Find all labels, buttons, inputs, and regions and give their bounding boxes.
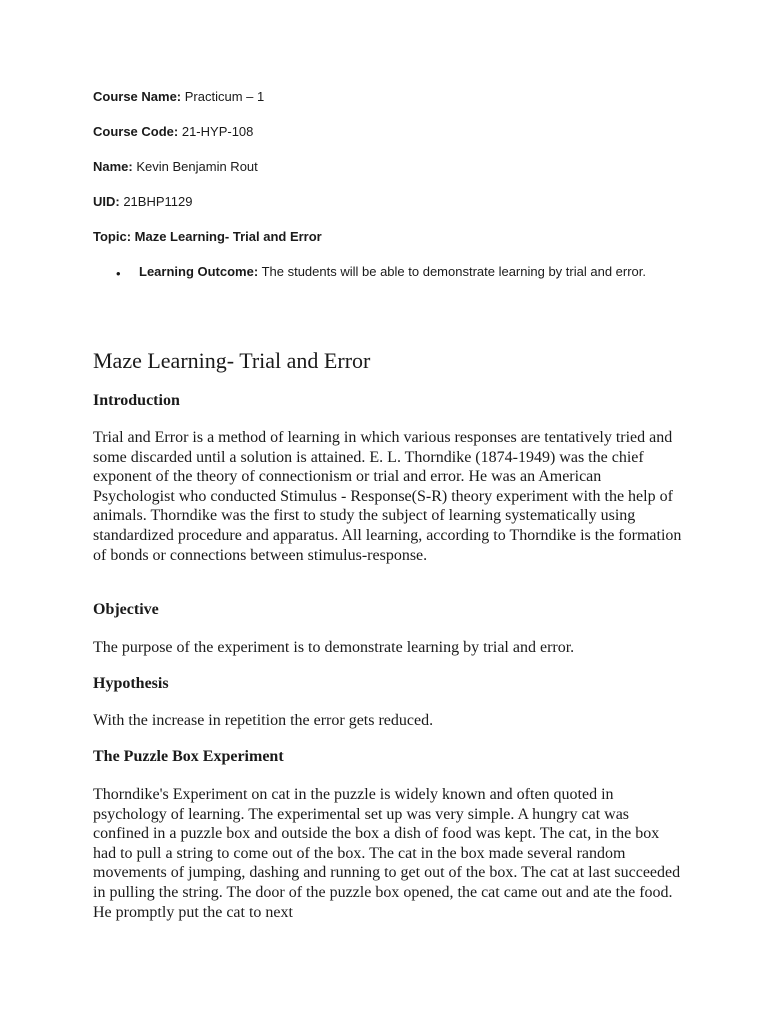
hypothesis-heading: Hypothesis: [93, 675, 169, 692]
learning-outcome-body: The students will be able to demonstrate learning by trial and error.: [258, 264, 646, 279]
introduction-paragraph: Trial and Error is a method of learning in which various responses are tentatively tried and some discarded until a solution is attained. E. L. Thorndike (1874-1949) was the chief exponent of the theory of connectionism or trial and error. He was an American Psychologist who conducted Stimulus - Response(S-R) theory experiment with the help of animals. Thorndike was the first to study the subject of learning systematically using standardized procedure and apparatus. All learning, according to Thorndike is the formation of bonds or connections between stimulus-response.: [93, 429, 682, 564]
course-name-value: Practicum – 1: [181, 89, 265, 104]
course-code-label: Course Code:: [93, 124, 179, 139]
student-name-line: [93, 159, 258, 175]
student-name-label: Name:: [93, 159, 133, 174]
objective-heading: Objective: [93, 601, 159, 618]
objective-paragraph: The purpose of the experiment is to demonstrate learning by trial and error.: [93, 639, 575, 656]
uid-value: 21BHP1129: [119, 194, 193, 209]
learning-outcome-label: Learning Outcome:: [139, 264, 259, 279]
topic-text: Topic: Maze Learning- Trial and Error: [93, 229, 322, 244]
puzzle-box-heading: The Puzzle Box Experiment: [93, 748, 284, 765]
uid-label: UID:: [93, 194, 120, 209]
course-name-line: [93, 89, 264, 105]
course-code-value: 21-HYP-108: [178, 124, 254, 139]
student-name-value: Kevin Benjamin Rout: [132, 159, 258, 174]
puzzle-box-paragraph: Thorndike's Experiment on cat in the puzzle is widely known and often quoted in psychology of learning. The experimental set up was very simple. A hungry cat was confined in a puzzle box and outside the box a dish of food was kept. The cat, in the box had to pull a string to come out of the box. The cat in the box made several random movements of jumping, dashing and running to get out of the box. The cat at last succeeded in pulling the string. The door of the puzzle box opened, the cat came out and ate the food. He promptly put the cat to next: [93, 786, 681, 921]
hypothesis-paragraph: With the increase in repetition the error gets reduced.: [93, 712, 434, 729]
learning-outcome-bullet: [116, 262, 676, 281]
document-title: Maze Learning- Trial and Error: [93, 348, 371, 373]
uid-line: [93, 194, 192, 210]
introduction-heading: Introduction: [93, 392, 180, 409]
topic-line: [93, 229, 322, 245]
course-name-label: Course Name:: [93, 89, 182, 104]
learning-outcome-text: [139, 262, 659, 281]
bullet-marker: •: [116, 266, 121, 281]
course-code-line: [93, 124, 253, 140]
